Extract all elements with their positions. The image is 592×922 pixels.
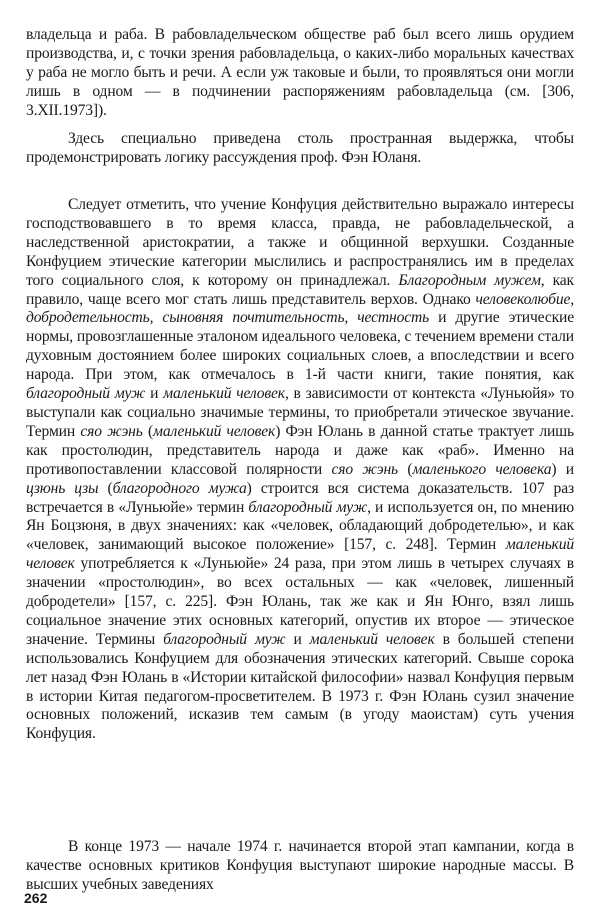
text-run: , как правило, чаще всего мог стать лишь представитель верхов. Однако bbox=[26, 271, 574, 308]
paragraph-continued: владельца и раба. В рабовладельческом обществе раб был всего лишь орудием производства, и, с точки зрения рабовладельца, о каких-либо моральных качествах у раба не могло быть и речи. А если уж таковые и были, то проявляться они могли лишь в одном — в подчинении распоряжениям рабовладельца (см. [306, 3.XII.1973]). bbox=[26, 26, 574, 119]
text-run: и другие этические нормы, провозглашенные эталоном идеального человека, с течением времени стали духовным достоянием более широких социальных слоев, а впоследствии и всего народа. При этом, как отмечалось в 1-й части книги, такие понятия, как bbox=[26, 309, 574, 384]
italic-term: человеколюбие, добродетельность, сыновняя почтительность, честность bbox=[26, 290, 574, 327]
text-run: и bbox=[285, 630, 310, 648]
italic-term: благородный муж bbox=[163, 630, 286, 648]
text-run: ) строится вся система доказательств. 107 раз встречается в «Луньюйе» термин bbox=[26, 479, 574, 516]
paragraph-confucius-analysis bbox=[26, 196, 574, 744]
text-run: Следует отметить, что учение Конфуция действительно выражало интересы господствовавшего в то время класса, правда, не рабовладельческой, а наследственной аристократии, а также и общинной верхушки. Созданные Конфуцием этические категории мыслились и распространялись им в пределах того социального слоя, к которому он принадлежал. bbox=[26, 196, 574, 289]
text-run: в большей степени использовались Конфуцием для обозначения этических категорий. Свыше сорока лет назад Фэн Юлань в «Истории китайской философии» назвал Конфуция первым в истории Китая педагогом-просветителем. В 1973 г. Фэн Юлань сузил значение основных положений, исказив тем самым (в угоду маоистам) суть учения Конфуция. bbox=[26, 630, 574, 743]
italic-term: маленького человека bbox=[412, 460, 552, 478]
text-run: и bbox=[145, 385, 164, 403]
italic-term: благородный муж bbox=[26, 385, 146, 403]
italic-term: маленький человек bbox=[309, 630, 435, 648]
text-run: , и используется он, по мнению Ян Боцзюня, в двух значениях: как «человек, обладающий добродетелью», и как «человек, занимающий высокое положение» [157, с. 248]. Термин bbox=[26, 498, 574, 554]
text-run: употребляется к «Луньюйе» 24 раза, при этом лишь в четырех случаях в значении «простолюдин», во всех остальных — как «человек, лишенный добродетели» [157, с. 225]. Фэн Юлань, так же как и Ян Юнго, взял лишь социальное значение этих основных категорий, опустив их второе — этическое значение. Термины bbox=[26, 555, 574, 648]
italic-term: сяо жэнь bbox=[80, 422, 143, 440]
italic-term: маленький человек bbox=[153, 422, 276, 440]
page-number: 262 bbox=[24, 890, 48, 906]
text-run: ( bbox=[98, 479, 113, 497]
text-run: ( bbox=[398, 460, 413, 478]
italic-term: благородного мужа bbox=[112, 479, 247, 497]
text-run: , в зависимости от контекста «Луньюйя» то выступали как социально значимые термины, то приобретали этическое звучание. Термин bbox=[26, 385, 575, 440]
text-run: ) и bbox=[551, 460, 574, 478]
text-run: ) Фэн Юлань в данной статье трактует лишь как простолюдин, представитель народа и даже как «раб». Именно на противопоставлении классовой полярности bbox=[26, 422, 574, 478]
italic-term: маленький человек bbox=[163, 385, 285, 403]
italic-term: цзюнь цзы bbox=[26, 479, 99, 497]
italic-term: Благородным мужем bbox=[398, 271, 541, 289]
italic-term: маленький человек bbox=[26, 536, 574, 573]
paragraph-second-stage: В конце 1973 — начале 1974 г. начинается второй этап кампании, когда в качестве основных критиков Конфуция выступают широкие народные массы. В высших учебных заведениях bbox=[26, 838, 574, 893]
paragraph-excerpt-note: Здесь специально приведена столь пространная выдержка, чтобы продемонстрировать логику рассуждения проф. Фэн Юланя. bbox=[26, 130, 574, 166]
text-run: ( bbox=[142, 422, 154, 440]
italic-term: благородный муж bbox=[248, 498, 368, 516]
italic-term: сяо жэнь bbox=[331, 460, 398, 478]
